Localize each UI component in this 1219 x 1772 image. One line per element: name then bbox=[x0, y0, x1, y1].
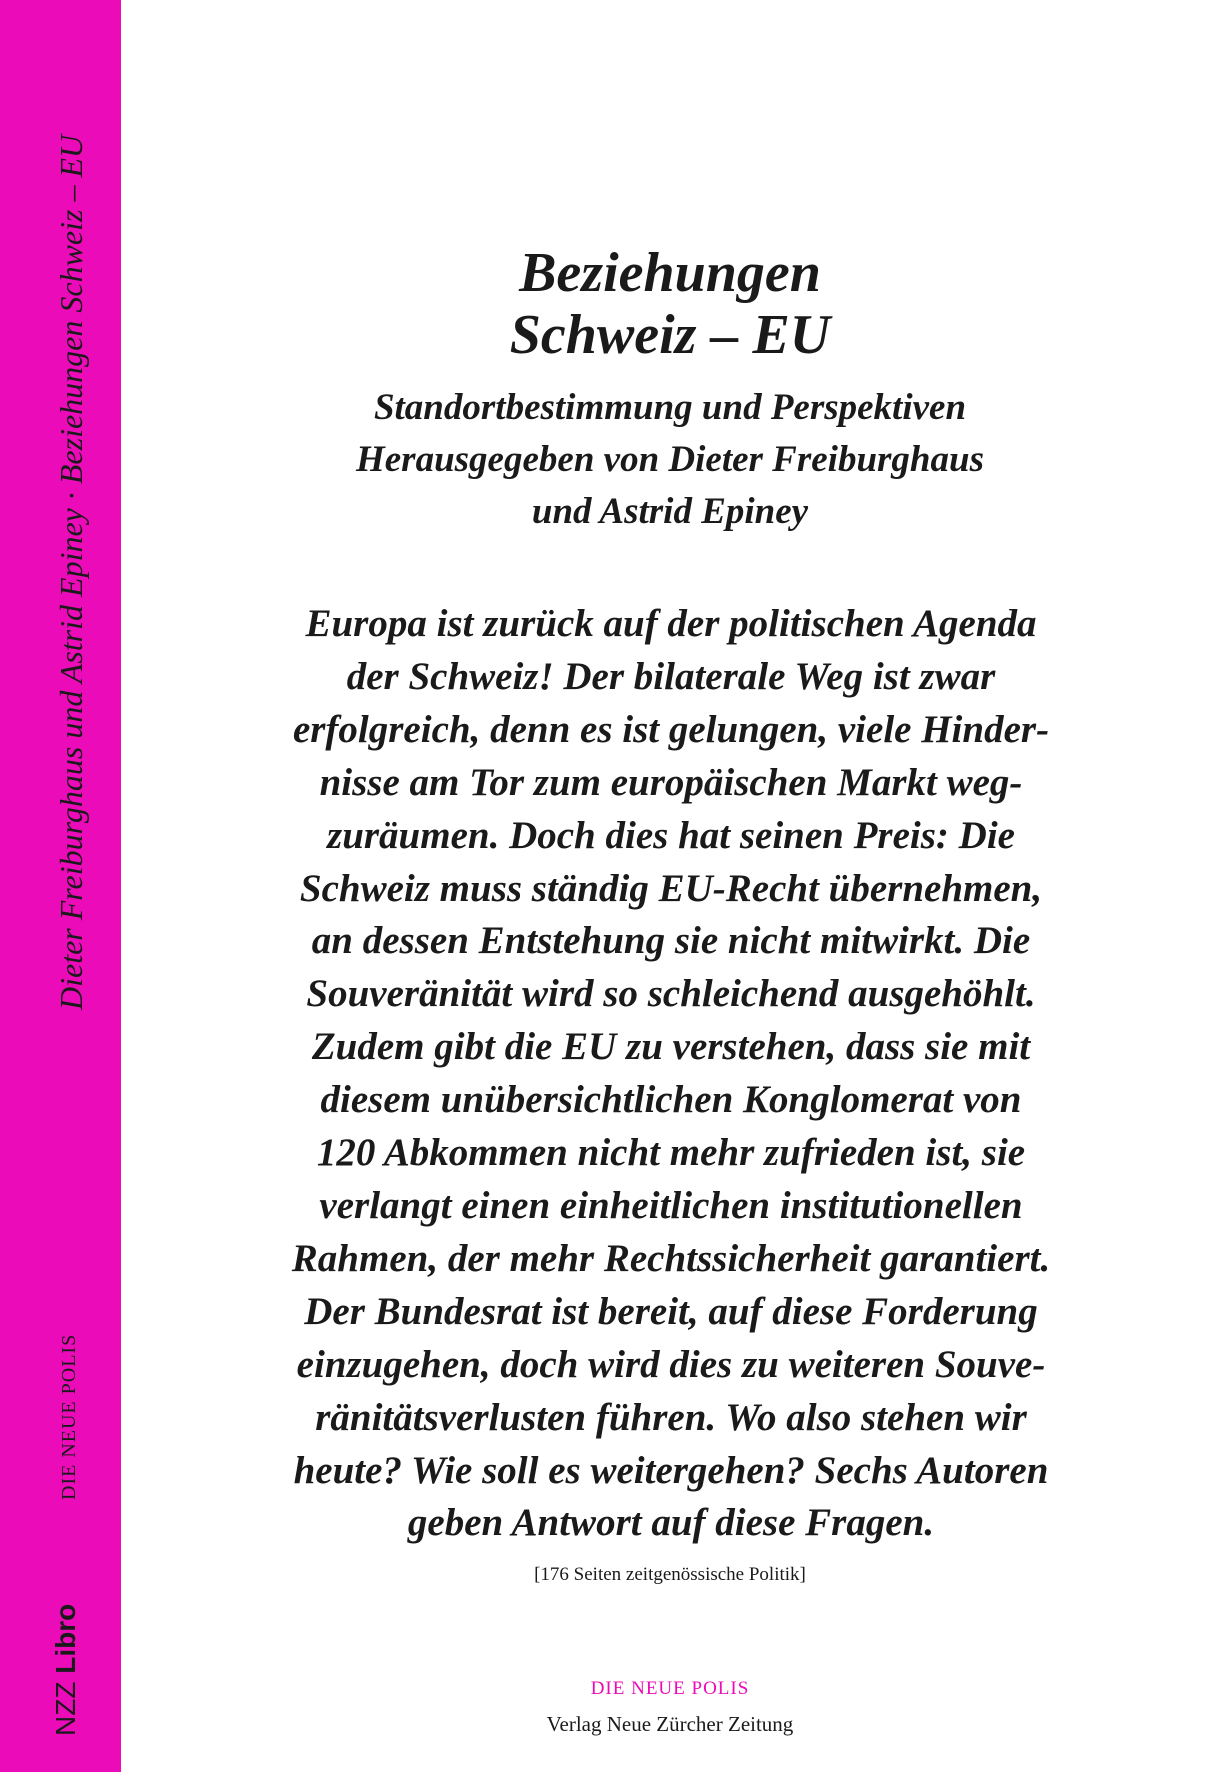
book-title bbox=[121, 242, 1219, 366]
blurb-text bbox=[231, 598, 1111, 1550]
book-spine bbox=[0, 0, 121, 1772]
blurb-line: Souveränität wird so schleichend ausgehöhlt. bbox=[306, 972, 1036, 1016]
page-count-note: [176 Seiten zeitgenössische Politik] bbox=[534, 1564, 806, 1585]
blurb-line: an dessen Entstehung sie nicht mitwirkt. Die bbox=[311, 919, 1031, 963]
blurb-line: ränitätsverlusten führen. Wo also stehen wir bbox=[315, 1395, 1027, 1439]
spine-imprint-nzz: NZZ bbox=[50, 1681, 81, 1736]
blurb-line: Rahmen, der mehr Rechtssicherheit garantiert. bbox=[291, 1236, 1051, 1280]
spine-series: DIE NEUE POLIS bbox=[58, 1333, 80, 1500]
blurb-line: erfolgreich, denn es ist gelungen, viele Hinder- bbox=[292, 707, 1050, 751]
subtitle-line: Herausgegeben von Dieter Freiburghaus bbox=[355, 439, 984, 480]
title-line: Beziehungen bbox=[519, 242, 821, 304]
blurb-line: Schweiz muss ständig EU-Recht übernehmen, bbox=[299, 866, 1043, 910]
blurb-line: zuräumen. Doch dies hat seinen Preis: Die bbox=[327, 813, 1015, 857]
blurb-line: verlangt einen einheitlichen institutionellen bbox=[319, 1183, 1023, 1227]
spine-title: Dieter Freiburghaus und Astrid Epiney · Beziehungen Schweiz – EU bbox=[53, 134, 89, 1010]
book-subtitle bbox=[121, 382, 1219, 538]
blurb-line: geben Antwort auf diese Fragen. bbox=[407, 1501, 935, 1545]
blurb-line: der Schweiz! Der bilaterale Weg ist zwar bbox=[346, 654, 996, 698]
subtitle-line: Standortbestimmung und Perspektiven bbox=[373, 387, 967, 428]
spine-imprint-libro: Libro bbox=[50, 1603, 81, 1674]
blurb-line: nisse am Tor zum europäischen Markt weg- bbox=[319, 760, 1023, 804]
blurb-line: Zudem gibt die EU zu verstehen, dass sie mit bbox=[311, 1025, 1031, 1069]
subtitle-line: und Astrid Epiney bbox=[531, 491, 809, 532]
blurb-line: Der Bundesrat ist bereit, auf diese Forderung bbox=[304, 1289, 1038, 1333]
spine-imprint bbox=[50, 1604, 82, 1736]
blurb-line: 120 Abkommen nicht mehr zufrieden ist, sie bbox=[316, 1131, 1026, 1175]
blurb-line: diesem unübersichtlichen Konglomerat von bbox=[320, 1078, 1022, 1122]
title-line: Schweiz – EU bbox=[509, 304, 831, 366]
publisher-name: Verlag Neue Zürcher Zeitung bbox=[546, 1712, 794, 1736]
blurb-line: Europa ist zurück auf der politischen Agenda bbox=[305, 602, 1037, 645]
blurb-line: heute? Wie soll es weitergehen? Sechs Autoren bbox=[293, 1448, 1049, 1492]
blurb-line: einzugehen, doch wird dies zu weiteren Souve- bbox=[296, 1342, 1046, 1386]
series-name: DIE NEUE POLIS bbox=[590, 1678, 750, 1699]
